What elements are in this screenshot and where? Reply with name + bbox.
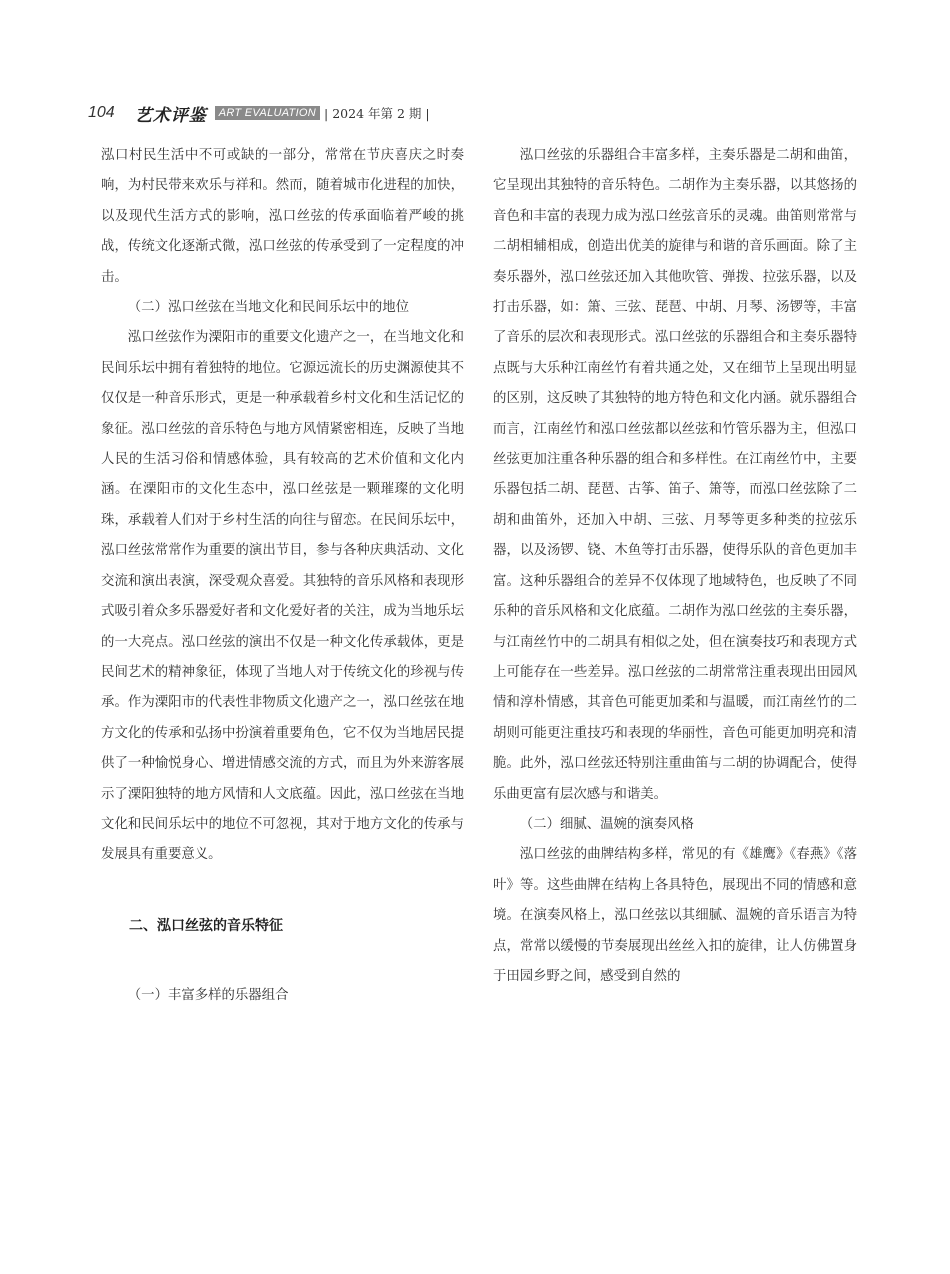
page-number: 104 [88, 104, 115, 121]
subsection-heading-status: （二）泓口丝弦在当地文化和民间乐坛中的地位 [127, 300, 409, 316]
right-column [493, 141, 857, 992]
journal-english-name: ART EVALUATION [215, 106, 320, 120]
left-paragraph-continued: 泓口村民生活中不可或缺的一部分，常常在节庆喜庆之时奏响，为村民带来欢乐与祥和。然而，随着城市化进程的加快，以及现代生活方式的影响，泓口丝弦的传承面临着严峻的挑战，传统文化逐渐式微，泓口丝弦的传承受到了一定程度的冲击。 [101, 148, 464, 285]
subsection-heading-style: （二）细腻、温婉的演奏风格 [519, 816, 694, 832]
right-paragraph-style: 泓口丝弦的曲牌结构多样，常见的有《雄鹰》《春燕》《落叶》等。这些曲牌在结构上各具特色，展现出不同的情感和意境。在演奏风格上，泓口丝弦以其细腻、温婉的音乐语言为特点，常常以缓慢的节奏展现出丝丝入扣的旋律，让人仿佛置身于田园乡野之间，感受到自然的 [493, 847, 857, 984]
left-paragraph-status: 泓口丝弦作为溧阳市的重要文化遗产之一，在当地文化和民间乐坛中拥有着独特的地位。它源远流长的历史渊源使其不仅仅是一种音乐形式，更是一种承载着乡村文化和生活记忆的象征。泓口丝弦的音乐特色与地方风情紧密相连，反映了当地人民的生活习俗和情感体验，具有较高的艺术价值和文化内涵。在溧阳市的文化生态中，泓口丝弦是一颗璀璨的文化明珠，承载着人们对于乡村生活的向往与留恋。在民间乐坛中，泓口丝弦常常作为重要的演出节目，参与各种庆典活动、文化交流和演出表演，深受观众喜爱。其独特的音乐风格和表现形式吸引着众多乐器爱好者和文化爱好者的关注，成为当地乐坛的一大亮点。泓口丝弦的演出不仅是一种文化传承载体，更是民间艺术的精神象征，体现了当地人对于传统文化的珍视与传承。作为溧阳市的代表性非物质文化遗产之一，泓口丝弦在地方文化的传承和弘扬中扮演着重要角色，它不仅为当地居民提供了一种愉悦身心、增进情感交流的方式，而且为外来游客展示了溧阳独特的地方风情和人文底蕴。因此，泓口丝弦在当地文化和民间乐坛中的地位不可忽视，其对于地方文化的传承与发展具有重要意义。 [101, 330, 464, 863]
subsection-heading-instruments: （一）丰富多样的乐器组合 [127, 987, 289, 1003]
section-heading-music-features: 二、泓口丝弦的音乐特征 [129, 917, 283, 934]
running-header [88, 100, 430, 126]
issue-label: | 2024 年第 2 期 | [324, 106, 430, 121]
left-column [101, 141, 464, 1011]
right-paragraph-instruments: 泓口丝弦的乐器组合丰富多样，主奏乐器是二胡和曲笛，它呈现出其独特的音乐特色。二胡作为主奏乐器，以其悠扬的音色和丰富的表现力成为泓口丝弦音乐的灵魂。曲笛则常常与二胡相辅相成，创造出优美的旋律与和谐的音乐画面。除了主奏乐器外，泓口丝弦还加入其他吹管、弹拨、拉弦乐器，以及打击乐器，如：箫、三弦、琵琶、中胡、月琴、汤锣等，丰富了音乐的层次和表现形式。泓口丝弦的乐器组合和主奏乐器特点既与大乐种江南丝竹有着共通之处，又在细节上呈现出明显的区别，这反映了其独特的地方特色和文化内涵。就乐器组合而言，江南丝竹和泓口丝弦都以丝弦和竹管乐器为主，但泓口丝弦更加注重各种乐器的组合和多样性。在江南丝竹中，主要乐器包括二胡、琵琶、古筝、笛子、箫等，而泓口丝弦除了二胡和曲笛外，还加入中胡、三弦、月琴等更多种类的拉弦乐器，以及汤锣、铙、木鱼等打击乐器，使得乐队的音色更加丰富。这种乐器组合的差异不仅体现了地域特色，也反映了不同乐种的音乐风格和文化底蕴。二胡作为泓口丝弦的主奏乐器，与江南丝竹中的二胡具有相似之处，但在演奏技巧和表现方式上可能存在一些差异。泓口丝弦的二胡常常注重表现出田园风情和淳朴情感，其音色可能更加柔和与温暖，而江南丝竹的二胡则可能更注重技巧和表现的华丽性，音色可能更加明亮和清脆。此外，泓口丝弦还特别注重曲笛与二胡的协调配合，使得乐曲更富有层次感与和谐美。 [493, 148, 857, 802]
journal-logo: 艺术评鉴 [134, 105, 207, 126]
